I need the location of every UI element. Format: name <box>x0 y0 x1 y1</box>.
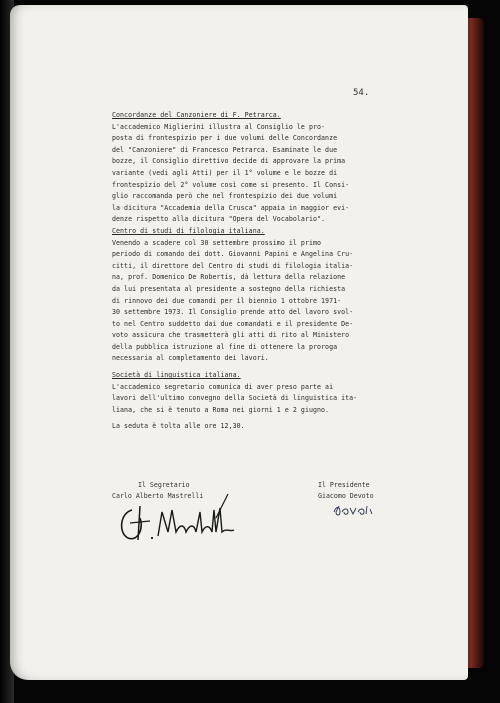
text-line: di rinnovo dei due comandi per il biennio 1 ottobre 1971- <box>112 296 342 305</box>
text-line: liana, che si è tenuto a Roma nei giorni 1 e 2 giugno. <box>112 405 330 414</box>
text-line: voto assicura che trasmetterà gli atti di rito al Ministero <box>112 331 350 340</box>
president-block <box>318 480 374 502</box>
text-line: 30 settembre 1973. Il Consiglio prende atto del lavoro svol- <box>112 308 354 317</box>
text-line: del "Canzoniere" di Francesco Petrarca. Esaminate le due <box>112 145 338 154</box>
text-line: da lui presentata al presidente a sostegno della richiesta <box>112 284 346 293</box>
text-line: citti, il direttore del Centro di studi di filologia italia- <box>112 261 354 270</box>
secretary-name: Carlo Alberto Mastrelli <box>112 492 204 500</box>
section-heading: Centro di studi di filologia italiana. <box>112 226 265 235</box>
president-title: Il Presidente <box>318 481 370 489</box>
text-line: posta di frontespizio per i due volumi delle Concordanze <box>112 134 338 143</box>
secretary-signature <box>110 488 250 548</box>
secretary-title: Il Segretario <box>138 481 190 489</box>
text-line: periodo di comando dei dott. Giovanni Papini e Angelina Cru- <box>112 250 354 259</box>
text-line: variante (vedi agli Atti) per il 1° volume e le bozze di <box>112 168 338 177</box>
section-heading: Società di linguistica italiana. <box>112 371 241 380</box>
president-signature <box>330 500 380 520</box>
text-line: L'accademico Miglierini illustra al Consiglio le pro- <box>112 122 326 131</box>
text-line: lavori dell'ultimo convegno della Società di linguistica ita- <box>112 394 358 403</box>
text-line: na, prof. Domenico De Robertis, dà lettura della relazione <box>112 273 346 282</box>
text-line: glio raccomanda però che nel frontespizio dei due volumi <box>112 192 338 201</box>
text-line: necessaria al completamento dei lavori. <box>112 354 269 363</box>
text-line: Venendo a scadere col 30 settembre prossimo il primo <box>112 238 322 247</box>
closing-line: La seduta è tolta alle ore 12,30. <box>112 422 245 431</box>
president-name: Giacomo Devoto <box>318 492 374 500</box>
text-line: denze rispetto alla dicitura "Opera del Vocabolario". <box>112 215 326 224</box>
text-line: la dicitura "Accademia della Crusca" appaia in maggior evi- <box>112 203 350 212</box>
section-heading: Concordanze del Canzoniere di F. Petrarca. <box>112 111 281 119</box>
text-line: to nel Centro suddetto dai due comandati e il presidente De- <box>112 319 354 328</box>
text-line: della pubblica istruzione al fine di ottenere la proroga <box>112 342 338 351</box>
text-line: bozze, il Consiglio direttivo decide di approvare la prima <box>112 157 346 166</box>
text-line: frontespizio del 2° volume così come si presento. Il Consi- <box>112 180 350 189</box>
text-line: L'accademico segretario comunica di aver preso parte ai <box>112 382 334 391</box>
document-body <box>112 111 402 434</box>
page-number: 54. <box>353 88 370 98</box>
